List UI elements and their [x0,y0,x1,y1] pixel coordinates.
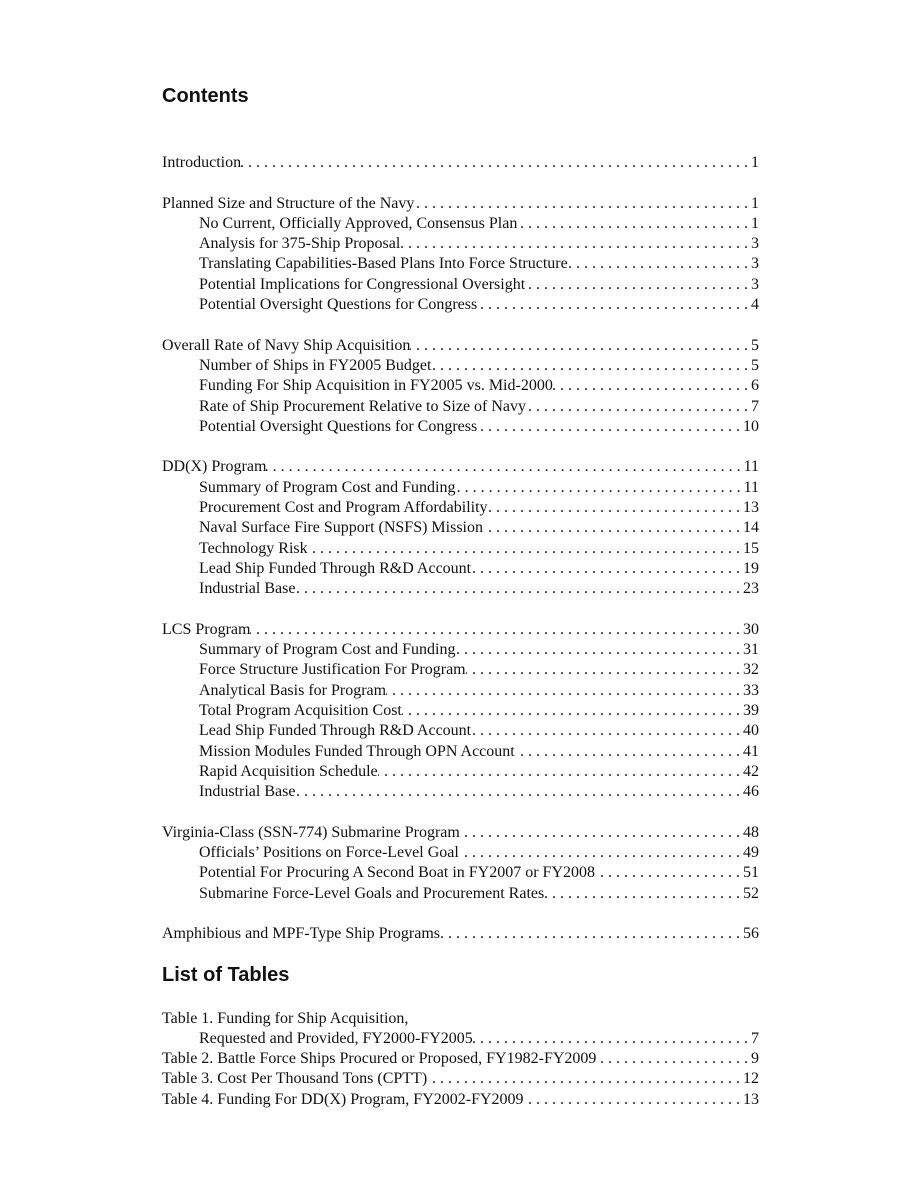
toc-entry-page: 51 [743,864,759,882]
toc-entry-page: 3 [751,275,759,293]
toc-entry[interactable] [162,194,759,214]
dot-leader [471,559,743,579]
toc-entry-title: Planned Size and Structure of the Navy [162,194,415,212]
toc-entry-page: 4 [751,296,759,314]
dot-leader [483,518,743,538]
table-entry-title: Table 2. Battle Force Ships Procured or Proposed, FY1982-FY2009 [162,1050,597,1068]
toc-subentry[interactable] [162,782,759,802]
dot-leader [386,681,743,701]
dot-leader [466,660,743,680]
toc-group-introduction [162,153,759,173]
dot-leader [266,457,743,477]
dot-leader [471,721,743,741]
tables-list [162,1009,759,1110]
dot-leader [596,1049,751,1069]
toc-entry-title: Potential Oversight Questions for Congress [199,296,478,314]
toc-group-lcs [162,620,759,803]
toc-subentry[interactable] [162,640,759,660]
dot-leader [488,498,743,518]
toc-subentry[interactable] [162,559,759,579]
toc-group-virginia [162,823,759,904]
toc-entry-title: Industrial Base [199,580,296,598]
table-entry[interactable] [162,1069,759,1089]
dot-leader [544,884,743,904]
dot-leader [427,1069,743,1089]
toc-entry-page: 23 [743,580,759,598]
table-entry[interactable] [162,1029,759,1049]
toc-entry-title: Overall Rate of Navy Ship Acquisition [162,336,411,354]
toc-entry-page: 13 [743,499,759,517]
toc-subentry[interactable] [162,234,759,254]
toc-entry-title: Rapid Acquisition Schedule [199,762,378,780]
toc-entry-page: 3 [751,255,759,273]
toc-entry-page: 6 [751,377,759,395]
toc-entry-title: Total Program Acquisition Cost [199,702,402,720]
dot-leader [568,254,751,274]
toc-entry-title: Officials’ Positions on Force-Level Goal [199,844,459,862]
table-entry-page: 12 [743,1070,759,1088]
table-entry[interactable] [162,1090,759,1110]
toc-entry[interactable] [162,336,759,356]
toc-entry-title: Submarine Force-Level Goals and Procurement Rates [199,884,545,902]
toc-entry-title: Procurement Cost and Program Affordability [199,499,488,517]
toc-entry-title: Introduction [162,154,242,171]
toc-entry-page: 42 [743,762,759,780]
dot-leader [440,924,743,944]
toc-entry-page: 1 [751,214,759,232]
toc-subentry[interactable] [162,884,759,904]
toc-entry[interactable] [162,620,759,640]
toc-entry-page: 10 [743,417,759,435]
toc-entry-page: 48 [743,823,759,841]
toc-entry-page: 46 [743,783,759,801]
toc-subentry[interactable] [162,721,759,741]
toc-entry-page: 39 [743,702,759,720]
toc-entry-page: 19 [743,559,759,577]
table-entry-page: 13 [743,1090,759,1108]
toc-subentry[interactable] [162,742,759,762]
table-entry-title: Table 3. Cost Per Thousand Tons (CPTT) [162,1070,428,1088]
toc-entry-title: Industrial Base [199,783,296,801]
toc-group-overall-rate [162,336,759,437]
toc-subentry[interactable] [162,478,759,498]
dot-leader [295,782,743,802]
table-entry-title: Table 4. Funding For DD(X) Program, FY2002-FY2009 [162,1090,524,1108]
dot-leader [477,295,751,315]
toc-entry-page: 3 [751,235,759,253]
toc-group-planned-size [162,194,759,316]
dot-leader [473,1029,751,1049]
toc-entry-title: Summary of Program Cost and Funding [199,478,456,496]
dot-leader [308,539,743,559]
spacer [162,110,759,153]
toc-entry-page: 1 [751,154,759,171]
toc-subentry[interactable] [162,254,759,274]
toc-entry-title: No Current, Officially Approved, Consensus Plan [199,214,518,232]
toc-subentry[interactable] [162,681,759,701]
list-of-tables-heading: List of Tables [162,963,290,986]
dot-leader [477,417,743,437]
toc-entry-title: Lead Ship Funded Through R&D Account [199,722,472,740]
toc-entry[interactable] [162,924,759,944]
dot-leader [241,153,751,173]
toc-entry-page: 7 [751,397,759,415]
dot-leader [460,823,743,843]
dot-leader [250,620,743,640]
toc-entry-title: Analysis for 375-Ship Proposal [199,235,401,253]
toc-entry-title: DD(X) Program [162,458,267,476]
dot-leader [517,214,751,234]
toc-entry-title: Number of Ships in FY2005 Budget [199,356,432,374]
toc-subentry[interactable] [162,295,759,315]
toc-subentry[interactable] [162,417,759,437]
dot-leader [525,275,751,295]
table-entry[interactable] [162,1049,759,1069]
dot-leader [526,397,751,417]
toc-entry-page: 52 [743,884,759,902]
toc-entry-title: Force Structure Justification For Program [199,661,466,679]
dot-leader [410,336,751,356]
toc-entry-page: 30 [743,620,759,638]
toc-entry-title: Potential Implications for Congressional Oversight [199,275,526,293]
dot-leader [595,863,743,883]
toc-group-ddx [162,457,759,599]
toc-entry-page: 5 [751,336,759,354]
toc-entry-title: Potential Oversight Questions for Congress [199,417,478,435]
toc-subentry[interactable] [162,579,759,599]
toc-entry[interactable] [162,457,759,477]
toc-entry-page: 33 [743,681,759,699]
toc-entry-page: 1 [751,194,759,212]
toc-entry-title: Rate of Ship Procurement Relative to Size of Navy [199,397,527,415]
toc-subentry[interactable] [162,214,759,234]
toc-entry-title: Virginia-Class (SSN-774) Submarine Program [162,823,460,841]
toc-subentry[interactable] [162,762,759,782]
toc-subentry[interactable] [162,376,759,396]
toc-entry-title: Amphibious and MPF-Type Ship Programs [162,925,440,943]
toc-subentry[interactable] [162,498,759,518]
toc-entry-title: Translating Capabilities-Based Plans Into Force Structure [199,255,568,273]
toc-entry-title: Potential For Procuring A Second Boat in FY2007 or FY2008 [199,864,595,882]
toc-subentry[interactable] [162,863,759,883]
toc-entry[interactable] [162,153,759,173]
toc-subentry[interactable] [162,356,759,376]
toc-entry-page: 40 [743,722,759,740]
toc-entry-page: 31 [743,641,759,659]
toc-entry-title: LCS Program [162,620,251,638]
dot-leader [402,701,743,721]
toc-entry-page: 15 [743,539,759,557]
contents-heading: Contents [162,85,249,107]
toc-entry-title: Analytical Basis for Program [199,681,387,699]
toc-subentry[interactable] [162,539,759,559]
dot-leader [295,579,743,599]
dot-leader [524,1090,743,1110]
toc-entry-title: Mission Modules Funded Through OPN Account [199,742,515,760]
dot-leader [455,478,743,498]
dot-leader [515,742,743,762]
table-entry-first-line[interactable]: Table 1. Funding for Ship Acquisition, [162,1009,409,1027]
dot-leader [414,194,751,214]
toc-entry-page: 11 [743,478,759,496]
toc-entry[interactable] [162,823,759,843]
toc-entry-title: Lead Ship Funded Through R&D Account [199,559,472,577]
toc-entry-title: Summary of Program Cost and Funding [199,641,456,659]
toc-entry-page: 11 [743,458,759,476]
toc-entry-title: Funding For Ship Acquisition in FY2005 vs. Mid-2000 [199,377,553,395]
dot-leader [553,376,751,396]
toc-entry-page: 49 [743,844,759,862]
toc-subentry[interactable] [162,660,759,680]
dot-leader [431,356,751,376]
toc-subentry[interactable] [162,518,759,538]
toc-subentry[interactable] [162,843,759,863]
dot-leader [459,843,743,863]
toc-entry-page: 41 [743,742,759,760]
toc-group-amphibious [162,924,759,944]
toc-entry-page: 56 [743,925,759,943]
toc-subentry[interactable] [162,275,759,295]
table-entry-title: Requested and Provided, FY2000-FY2005 [199,1029,473,1047]
toc-subentry[interactable] [162,397,759,417]
toc-entry-page: 5 [751,356,759,374]
toc-entry-title: Technology Risk [199,539,308,557]
toc-subentry[interactable] [162,701,759,721]
table-entry-page: 7 [751,1029,759,1047]
dot-leader [378,762,743,782]
table-entry-page: 9 [751,1050,759,1068]
dot-leader [455,640,743,660]
toc-entry-page: 32 [743,661,759,679]
toc-entry-title: Naval Surface Fire Support (NSFS) Mission [199,519,483,537]
document-page [162,82,759,1110]
toc-entry-page: 14 [743,519,759,537]
dot-leader [400,234,751,254]
